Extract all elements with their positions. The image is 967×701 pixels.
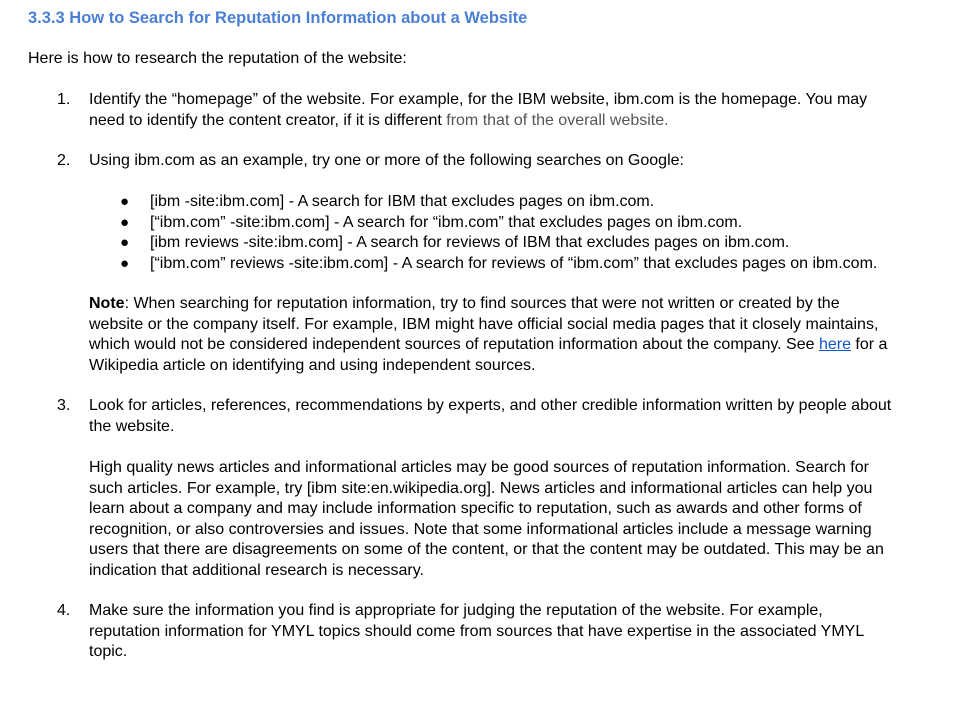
note-line-1-text: : When searching for reputation information, try to find sources that were not written or created by the — [124, 295, 840, 312]
paragraph-line-1: High quality news articles and informational articles may be good sources of reputation information. Search for — [89, 459, 869, 476]
bullet-dot-icon: ● — [120, 234, 130, 251]
bullet-text-1: [ibm -site:ibm.com] - A search for IBM that excludes pages on ibm.com. — [150, 193, 655, 210]
list-item-4-line-3: topic. — [89, 643, 128, 660]
list-item-3-line-1: Look for articles, references, recommendations by experts, and other credible information written by people about — [89, 397, 892, 414]
paragraph-line-4: recognition, or also controversies and issues. Note that some informational articles include a message warning — [89, 520, 872, 538]
list-item-4-line-1: Make sure the information you find is appropriate for judging the reputation of the website. For example, — [89, 602, 823, 619]
paragraph-line-5: users that there are disagreements on some of the content, or that the content may be outdated. This may be an — [89, 541, 884, 558]
list-number-4: 4. — [57, 602, 71, 619]
news-articles-paragraph — [89, 458, 959, 581]
here-link[interactable]: here — [818, 336, 851, 353]
list-item-1-line-1: Identify the “homepage” of the website. For example, for the IBM website, ibm.com is the homepage. You may — [89, 91, 868, 108]
paragraph-line-3: learn about a company and may include information specific to reputation, such as awards and other forms of — [89, 500, 862, 517]
bullet-dot-icon: ● — [120, 254, 130, 272]
note-line-3 — [89, 335, 959, 356]
bullet-dot-icon: ● — [120, 213, 130, 231]
note-line-3-tail: for a — [850, 336, 888, 353]
list-item-4 — [89, 601, 959, 663]
list-item-1-faded-text: from that of the overall website. — [446, 111, 669, 129]
list-number-2: 2. — [57, 152, 71, 169]
bullet-text-4: [“ibm.com” reviews -site:ibm.com] - A search for reviews of “ibm.com” that excludes pages on ibm.com. — [150, 254, 878, 272]
list-item-1-line-2 — [89, 111, 959, 132]
note-line-3-text: which would not be considered independent sources of reputation information about the company. See — [89, 336, 819, 353]
list-number-1: 1. — [57, 91, 71, 108]
list-item-4-line-2: reputation information for YMYL topics should come from sources that have expertise in the associated YMYL — [89, 622, 865, 640]
list-item-1-line-2-text: need to identify the content creator, if it is different — [89, 111, 447, 129]
note-line-1 — [89, 294, 959, 315]
note-line-2: website or the company itself. For example, IBM might have official social media pages that it closely maintains, — [89, 315, 879, 333]
list-item-3-line-2: the website. — [89, 417, 175, 435]
list-item-2-line-1: Using ibm.com as an example, try one or more of the following searches on Google: — [89, 152, 684, 169]
intro-text: Here is how to research the reputation of the website: — [28, 50, 407, 67]
list-item-2 — [89, 151, 959, 172]
bullet-dot-icon: ● — [120, 193, 130, 210]
section-heading: 3.3.3 How to Search for Reputation Information about a Website — [28, 9, 528, 27]
note-line-4: Wikipedia article on identifying and using independent sources. — [89, 356, 536, 374]
list-item-3 — [89, 396, 959, 437]
bullet-text-3: [ibm reviews -site:ibm.com] - A search for reviews of IBM that excludes pages on ibm.com. — [150, 234, 790, 251]
list-number-3: 3. — [57, 397, 71, 414]
note-paragraph — [89, 294, 959, 376]
note-label: Note — [89, 295, 125, 312]
bullet-text-2: [“ibm.com” -site:ibm.com] - A search for “ibm.com” that excludes pages on ibm.com. — [150, 213, 743, 231]
list-item-1 — [89, 90, 959, 131]
paragraph-line-6: indication that additional research is necessary. — [89, 561, 424, 579]
paragraph-line-2: such articles. For example, try [ibm site:en.wikipedia.org]. News articles and informational articles can help you — [89, 479, 873, 497]
